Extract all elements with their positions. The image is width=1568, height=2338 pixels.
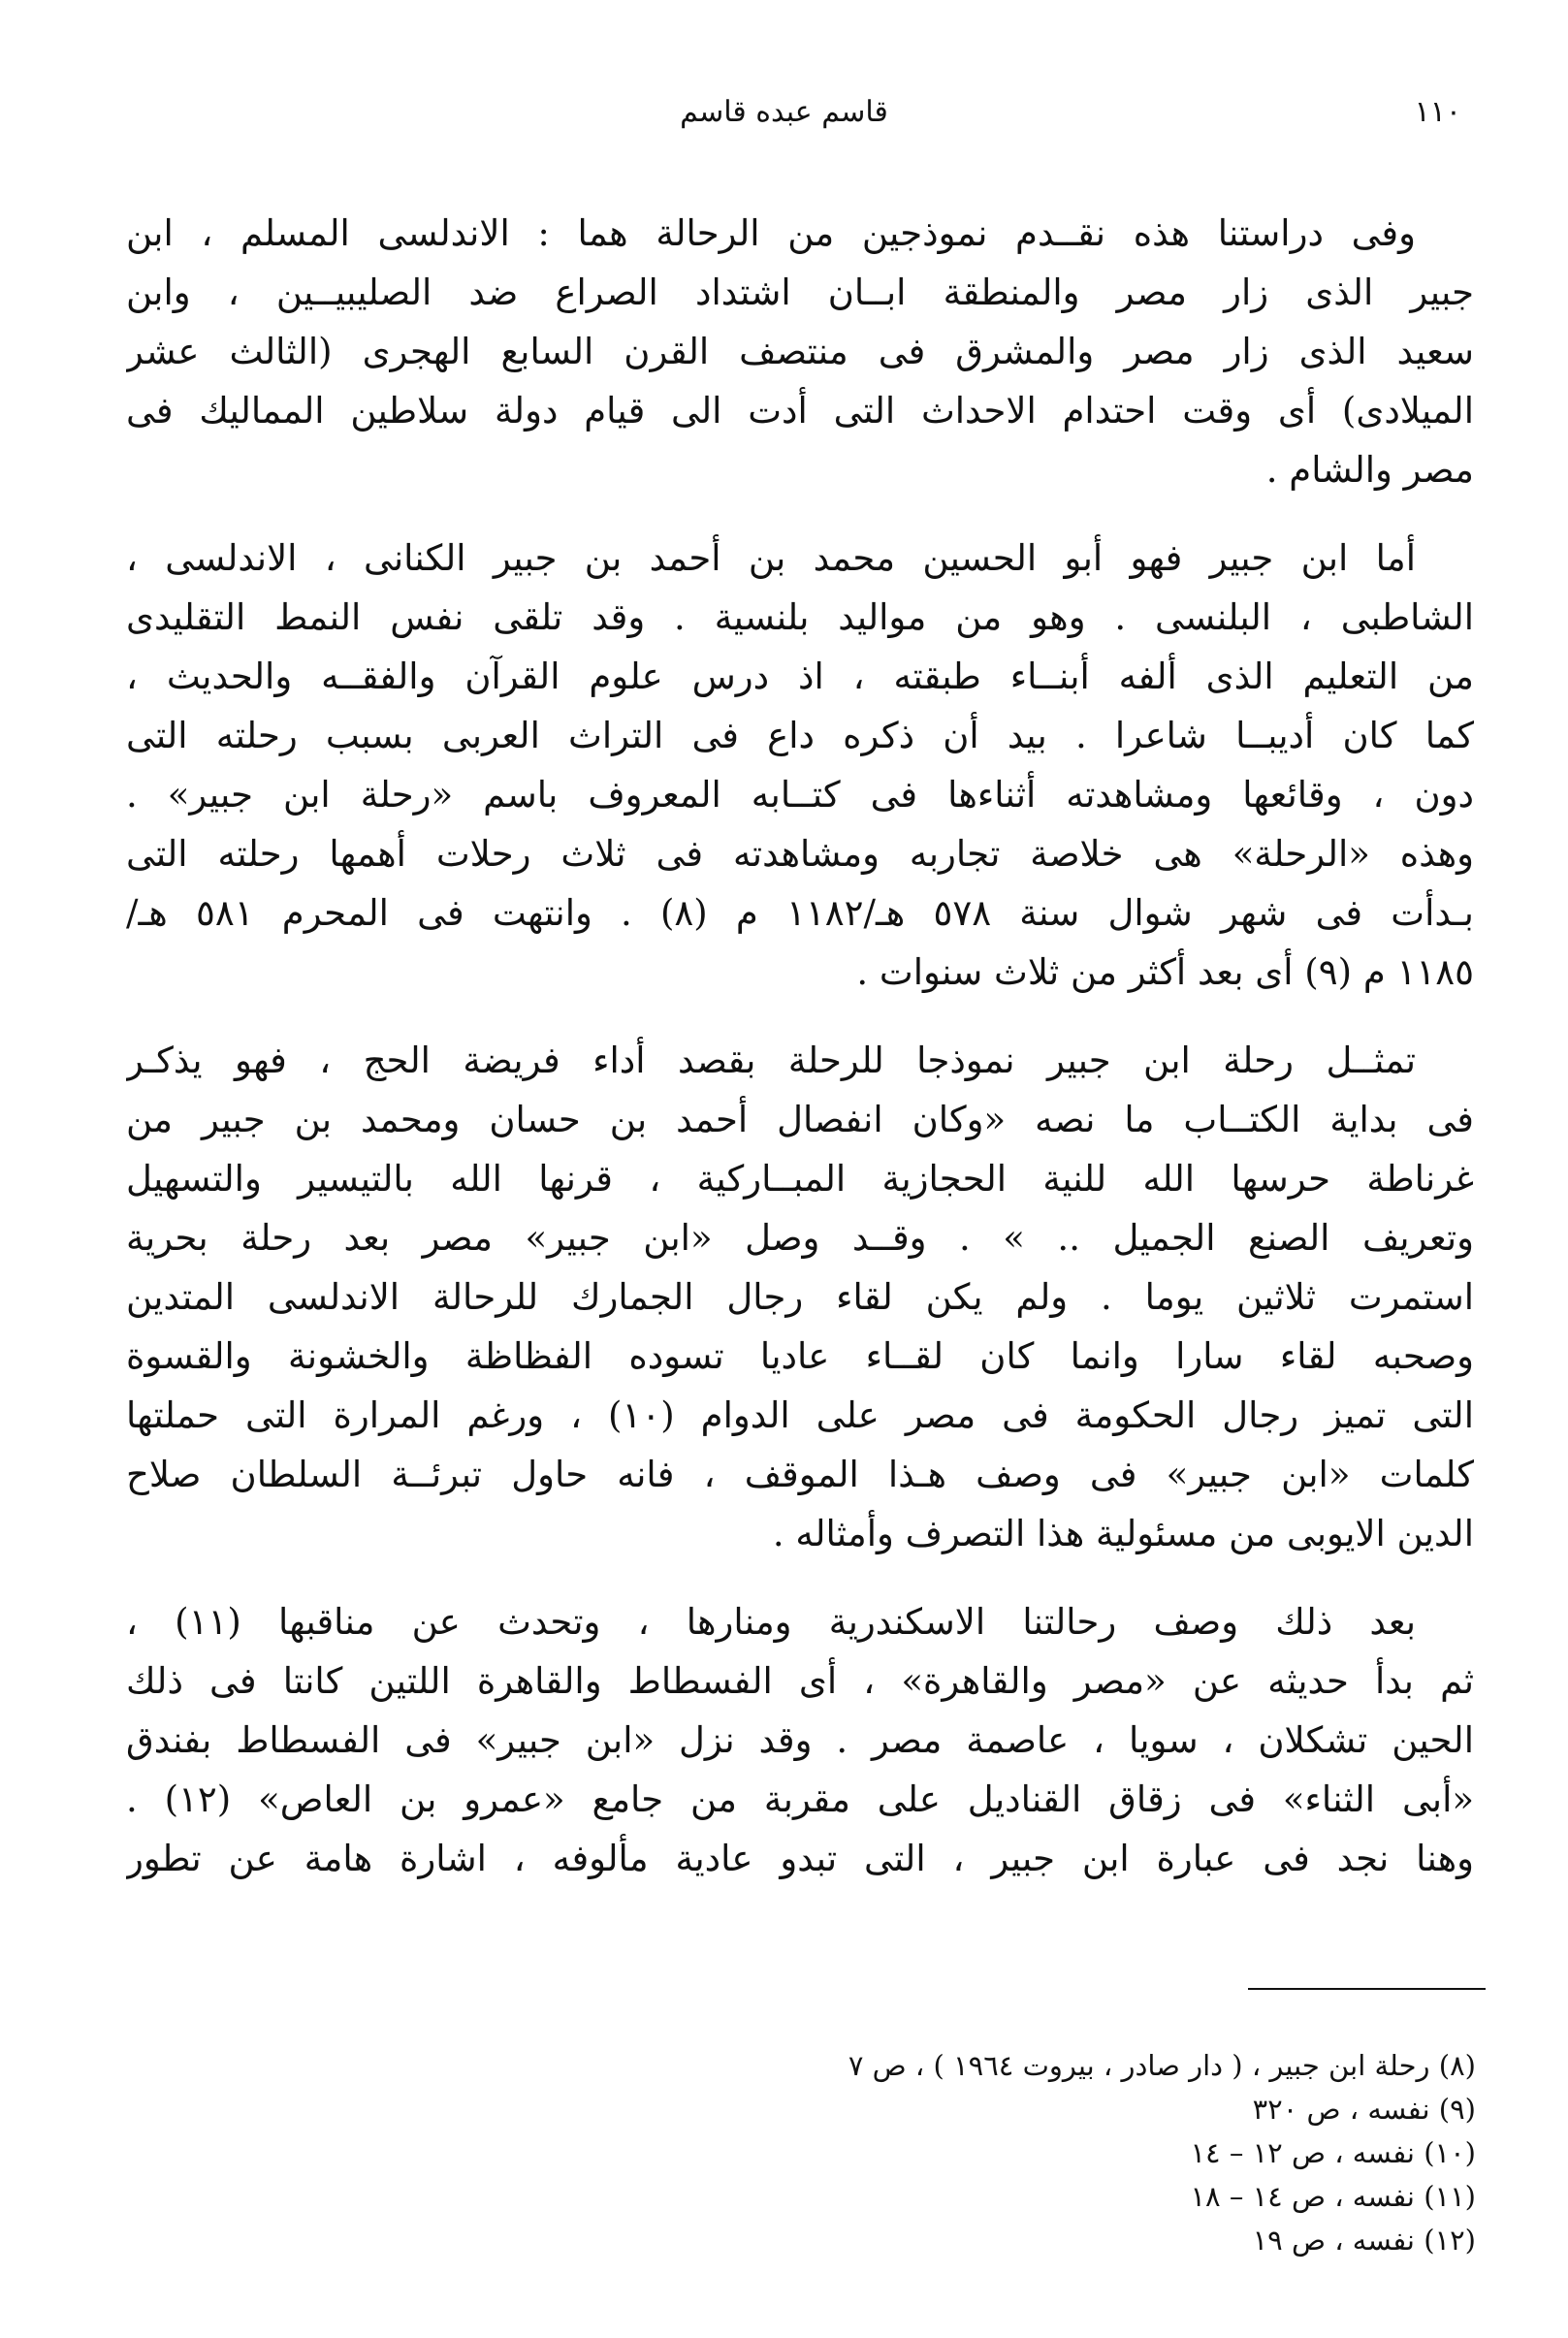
text-line: ثم بدأ حديثه عن «مصر والقاهرة» ، أى الفسطاط والقاهرة اللتين كانتا فى ذلك [126, 1660, 1474, 1702]
footnote-12: (١٢) نفسه ، ص ١٩ [1252, 2224, 1476, 2257]
text-line: غرناطة حرسها الله للنية الحجازية المبــاركية ، قرنها الله بالتيسير والتسهيل [126, 1158, 1474, 1200]
text-line: الميلادى) أى وقت احتدام الاحداث التى أدت الى قيام دولة سلاطين المماليك فى [126, 390, 1474, 432]
text-line: التى تميز رجال الحكومة فى مصر على الدوام (١٠) ، ورغم المرارة التى حملتها [126, 1394, 1474, 1436]
footnote-divider [1248, 1988, 1486, 1990]
page-number: ١١٠ [1414, 95, 1461, 129]
text-line: من التعليم الذى ألفه أبنــاء طبقته ، اذ درس علوم القرآن والفقــه والحديث ، [126, 656, 1474, 697]
text-line: الدين الايوبى من مسئولية هذا التصرف وأمثاله . [772, 1513, 1474, 1554]
text-line: بعد ذلك وصف رحالتنا الاسكندرية ومنارها ، وتحدث عن مناقبها (١١) ، [126, 1601, 1416, 1643]
text-line: فى بداية الكتــاب ما نصه «وكان انفصال أحمد بن حسان ومحمد بن جبير من [126, 1099, 1474, 1140]
text-line: بـدأت فى شهر شوال سنة ٥٧٨ هـ/١١٨٢ م (٨) . وانتهت فى المحرم ٥٨١ هـ/ [126, 892, 1474, 934]
text-line: وهذه «الرحلة» هى خلاصة تجاربه ومشاهدته فى ثلاث رحلات أهمها رحلته التى [126, 833, 1474, 875]
footnote-8: (٨) رحلة ابن جبير ، ( دار صادر ، بيروت ١٩٦٤ ) ، ص ٧ [848, 2049, 1476, 2082]
paragraph-1 [126, 204, 1474, 499]
text-line: دون ، وقائعها ومشاهدته أثناءها فى كتــابه المعروف باسم «رحلة ابن جبير» . [126, 774, 1474, 816]
running-head [107, 95, 1461, 144]
text-line: كما كان أديبــا شاعرا . بيد أن ذكره داع فى التراث العربى بسبب رحلته التى [126, 715, 1474, 756]
text-line: وفى دراستنا هذه نقــدم نموذجين من الرحالة هما : الاندلسى المسلم ، ابن [126, 212, 1416, 254]
text-line: كلمات «ابن جبير» فى وصف هـذا الموقف ، فانه حاول تبرئــة السلطان صلاح [126, 1454, 1474, 1495]
footnote-9: (٩) نفسه ، ص ٣٢٠ [1252, 2093, 1476, 2126]
text-line: وهنا نجد فى عبارة ابن جبير ، التى تبدو عادية مألوفه ، اشارة هامة عن تطور [126, 1838, 1474, 1879]
paragraph-2 [126, 528, 1474, 1002]
text-line: مصر والشام . [1265, 449, 1474, 491]
text-line: وصحبه لقاء سارا وانما كان لقــاء عاديا تسوده الفظاظة والخشونة والقسوة [126, 1335, 1474, 1377]
body-text [126, 204, 1474, 1917]
text-line: الحين تشكلان ، سويا ، عاصمة مصر . وقد نزل «ابن جبير» فى الفسطاط بفندق [126, 1719, 1474, 1761]
text-line: أما ابن جبير فهو أبو الحسين محمد بن أحمد بن جبير الكنانى ، الاندلسى ، [126, 537, 1416, 579]
text-line: الشاطبى ، البلنسى . وهو من مواليد بلنسية . وقد تلقى نفس النمط التقليدى [126, 596, 1474, 638]
paragraph-3 [126, 1031, 1474, 1563]
footnotes [506, 2044, 1476, 2262]
footnote-11: (١١) نفسه ، ص ١٤ – ١٨ [1190, 2180, 1476, 2213]
footnote-10: (١٠) نفسه ، ص ١٢ – ١٤ [1190, 2136, 1476, 2169]
text-line: جبير الذى زار مصر والمنطقة ابــان اشتداد الصراع ضد الصليبيــين ، وابن [126, 272, 1474, 313]
text-line: تمثــل رحلة ابن جبير نموذجا للرحلة بقصد أداء فريضة الحج ، فهو يذكـر [126, 1040, 1416, 1081]
running-title: قاسم عبده قاسم [680, 95, 888, 129]
text-line: ١١٨٥ م (٩) أى بعد أكثر من ثلاث سنوات . [856, 951, 1474, 993]
text-line: استمرت ثلاثين يوما . ولم يكن لقاء رجال الجمارك للرحالة الاندلسى المتدين [126, 1276, 1474, 1318]
text-line: وتعريف الصنع الجميل .. » . وقــد وصل «ابن جبير» مصر بعد رحلة بحرية [126, 1217, 1474, 1259]
text-line: سعيد الذى زار مصر والمشرق فى منتصف القرن السابع الهجرى (الثالث عشر [126, 331, 1474, 372]
paragraph-4 [126, 1592, 1474, 1888]
text-line: «أبى الثناء» فى زقاق القناديل على مقربة من جامع «عمرو بن العاص» (١٢) . [126, 1778, 1474, 1820]
